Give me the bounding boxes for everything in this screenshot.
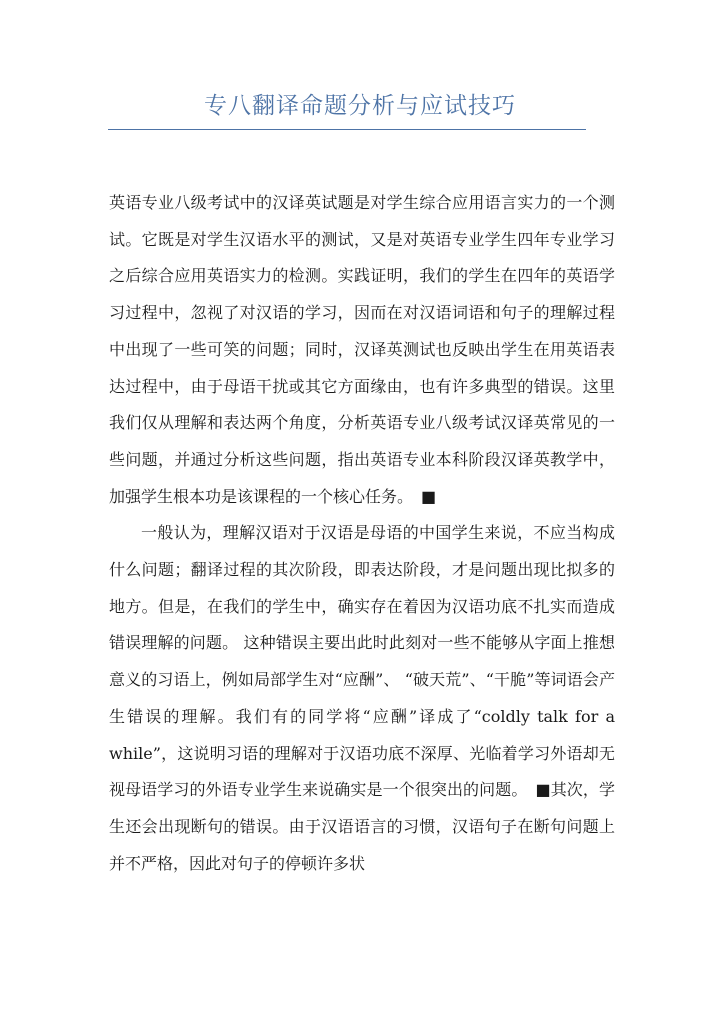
title-divider: [108, 129, 586, 130]
document-body: [109, 185, 615, 882]
paragraph-2: 一般认为，理解汉语对于汉语是母语的中国学生来说，不应当构成什么问题；翻译过程的其次阶段，即表达阶段，才是问题出现比拟多的地方。但是，在我们的学生中，确实存在着因为汉语功底不扎实而造成错误理解的问题。 这种错误主要出此时此刻对一些不能够从字面上推想意义的习语上，例如局部学生对“应酬”、 “破天荒”、“干脆”等词语会产生错误的理解。我们有的同学将“应酬”译成了“coldly talk for a while”，这说明习语的理解对于汉语功底不深厚、光临着学习外语却无视母语学习的外语专业学生来说确实是一个很突出的问题。 ■其次，学生还会出现断句的错误。由于汉语语言的习惯，汉语句子在断句问题上并不严格，因此对句子的停顿许多状: [109, 523, 615, 873]
paragraph-1: 英语专业八级考试中的汉译英试题是对学生综合应用语言实力的一个测试。它既是对学生汉语水平的测试，又是对英语专业学生四年专业学习之后综合应用英语实力的检测。实践证明，我们的学生在四年的英语学习过程中，忽视了对汉语的学习，因而在对汉语词语和句子的理解过程中出现了一些可笑的问题；同时，汉译英测试也反映出学生在用英语表达过程中，由于母语干扰或其它方面缘由，也有许多典型的错误。这里我们仅从理解和表达两个角度，分析英语专业八级考试汉译英常见的一些问题，并通过分析这些问题，指出英语专业本科阶段汉译英教学中，加强学生根本功是该课程的一个核心任务。 ■: [109, 193, 615, 506]
page-title: 专八翻译命题分析与应试技巧: [204, 93, 516, 119]
